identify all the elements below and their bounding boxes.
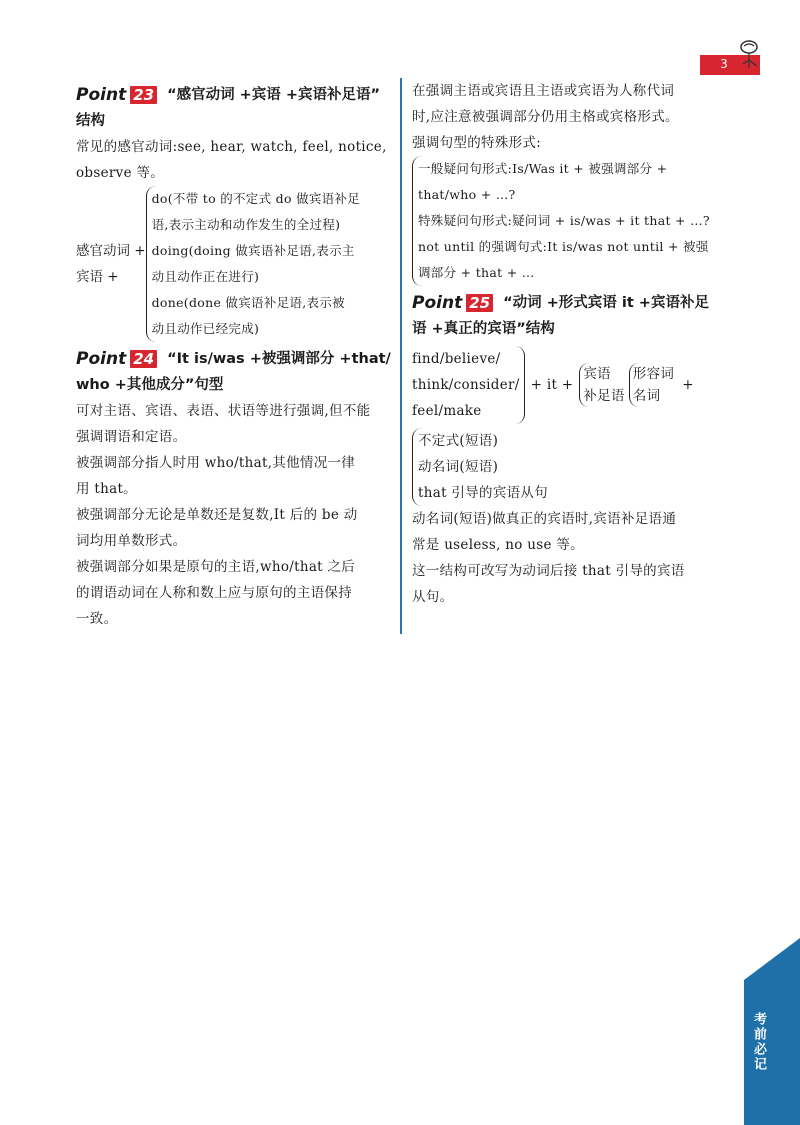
text-line: 时,应注意被强调部分仍用主格或宾格形式。 bbox=[412, 109, 679, 125]
real-object-list bbox=[412, 428, 732, 506]
structure-diagram bbox=[412, 346, 732, 424]
list-item: doing(doing 做宾语补足语,表示主 bbox=[151, 243, 355, 258]
list-item: 一般疑问句形式:Is/Was it + 被强调部分 + bbox=[418, 161, 668, 176]
label-line: 宾语 + bbox=[76, 269, 119, 285]
list-item: 语,表示主动和动作发生的全过程) bbox=[151, 217, 341, 232]
list-item: 动且动作正在进行) bbox=[151, 269, 260, 284]
point-label: Point bbox=[412, 293, 463, 313]
text-line: 强调句型的特殊形式: bbox=[412, 135, 542, 151]
plus-sign: + bbox=[682, 377, 694, 393]
point-title: “动词 +形式宾语 it +宾语补足 bbox=[503, 295, 709, 311]
adj-item: 形容词 bbox=[632, 366, 675, 382]
text-line: 常是 useless, no use 等。 bbox=[412, 537, 584, 553]
list-item: 不定式(短语) bbox=[418, 433, 499, 449]
list-item: that 引导的宾语从句 bbox=[418, 485, 548, 501]
text-line: 词均用单数形式。 bbox=[76, 533, 187, 549]
text-line: 从句。 bbox=[412, 589, 454, 605]
list-item: 动且动作已经完成) bbox=[151, 321, 260, 336]
point-number: 25 bbox=[466, 294, 493, 312]
text-line: 用 that。 bbox=[76, 481, 137, 497]
text-line: 被强调部分无论是单数还是复数,It 后的 be 动 bbox=[76, 507, 358, 523]
text-line: 可对主语、宾语、表语、状语等进行强调,但不能 bbox=[76, 403, 371, 419]
point-title-cont: 语 +真正的宾语”结构 bbox=[412, 321, 555, 337]
list-item: 动名词(短语) bbox=[418, 459, 499, 475]
text-line: 的谓语动词在人称和数上应与原句的主语保持 bbox=[76, 585, 352, 601]
adj-item: 名词 bbox=[632, 388, 661, 404]
verb-item: feel/make bbox=[412, 403, 482, 419]
obj-item: 宾语 bbox=[583, 366, 611, 382]
plus-it: + it + bbox=[530, 377, 574, 393]
point-label: Point bbox=[76, 349, 127, 369]
text-line: 在强调主语或宾语且主语或宾语为人称代词 bbox=[412, 83, 675, 99]
list-item: 调部分 + that + … bbox=[418, 265, 535, 280]
point-title: “It is/was +被强调部分 +that/ bbox=[167, 351, 391, 367]
text-line: 这一结构可改写为动词后接 that 引导的宾语 bbox=[412, 563, 685, 579]
obj-brace bbox=[579, 363, 624, 407]
verb-object-brace bbox=[76, 186, 394, 342]
complement-list bbox=[146, 186, 360, 342]
point-number: 23 bbox=[130, 86, 157, 104]
point-title: “感官动词 +宾语 +宾语补足语” bbox=[167, 87, 381, 103]
point-25-heading bbox=[412, 290, 732, 316]
adj-brace bbox=[629, 363, 674, 407]
special-forms-list bbox=[412, 156, 732, 286]
left-column bbox=[76, 78, 394, 632]
mascot-icon bbox=[735, 38, 763, 78]
label-line: 感官动词 + bbox=[76, 243, 146, 259]
side-tab-label: 考前必记 bbox=[751, 1012, 766, 1072]
verb-item: find/believe/ bbox=[412, 351, 501, 367]
verb-list bbox=[412, 346, 525, 424]
list-item: do(不带 to 的不定式 do 做宾语补足 bbox=[151, 191, 361, 206]
text-line: 被强调部分如果是原句的主语,who/that 之后 bbox=[76, 559, 356, 575]
point-number: 24 bbox=[130, 350, 157, 368]
page-number: 3 bbox=[720, 57, 728, 71]
list-item: that/who + …? bbox=[418, 187, 516, 202]
text-line: observe 等。 bbox=[76, 165, 165, 181]
point-24-heading bbox=[76, 346, 394, 372]
point-label: Point bbox=[76, 85, 127, 105]
text-line: 一致。 bbox=[76, 611, 118, 627]
point-title-cont: 结构 bbox=[76, 113, 105, 129]
obj-item: 补足语 bbox=[583, 388, 625, 404]
right-column bbox=[412, 78, 732, 610]
list-item: done(done 做宾语补足语,表示被 bbox=[151, 295, 345, 310]
brace-label bbox=[76, 238, 146, 290]
text-line: 被强调部分指人时用 who/that,其他情况一律 bbox=[76, 455, 356, 471]
text-line: 常见的感官动词:see, hear, watch, feel, notice, bbox=[76, 139, 387, 155]
text-line: 动名词(短语)做真正的宾语时,宾语补足语通 bbox=[412, 511, 677, 527]
list-item: not until 的强调句式:It is/was not until + 被强 bbox=[418, 239, 709, 254]
list-item: 特殊疑问句形式:疑问词 + is/was + it that + …? bbox=[418, 213, 710, 228]
text-line: 强调谓语和定语。 bbox=[76, 429, 187, 445]
verb-item: think/consider/ bbox=[412, 377, 520, 393]
point-title-cont: who +其他成分”句型 bbox=[76, 377, 224, 393]
column-divider bbox=[400, 78, 402, 634]
point-23-heading bbox=[76, 82, 394, 108]
